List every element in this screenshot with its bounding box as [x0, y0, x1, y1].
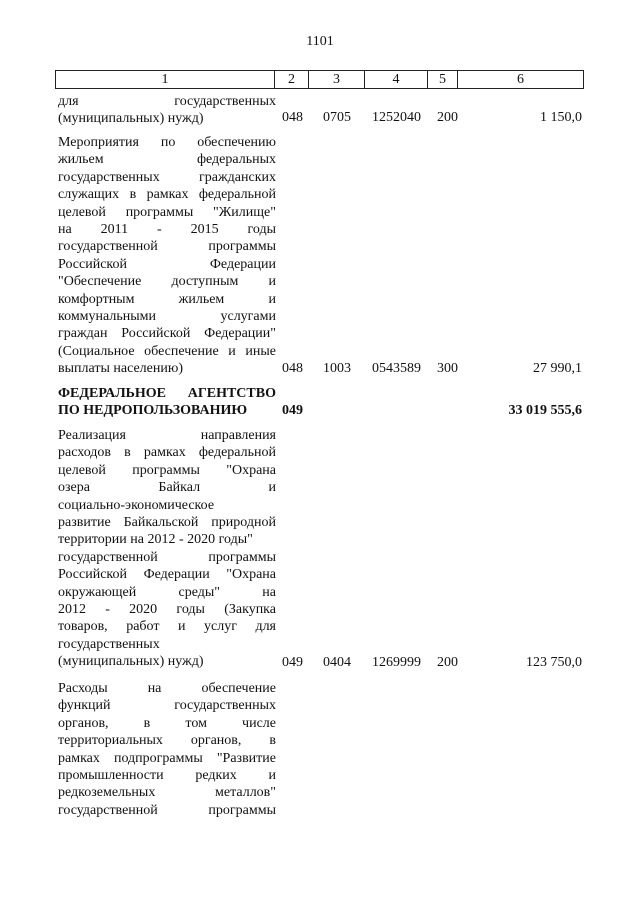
description-line: государственной программы	[58, 802, 276, 818]
description-line: территориальных органов, в	[58, 733, 276, 749]
description-line: развитие Байкальской природной	[58, 515, 276, 531]
row-target-code: 1269999	[372, 655, 421, 670]
description-line: целевой программы "Жилище"	[58, 204, 276, 220]
description-line: промышленности редких и	[58, 768, 276, 784]
description-line: (муниципальных) нужд)	[58, 111, 204, 127]
description-line: редкоземельных металлов"	[58, 785, 276, 801]
column-header-6: 6	[458, 71, 584, 89]
description-line: социально-экономическое	[58, 497, 215, 513]
row-section-code: 0705	[323, 110, 351, 125]
description-line: Российской Федерации	[58, 256, 276, 272]
row-section-code: 0404	[323, 655, 351, 670]
row-ministry-code: 048	[282, 110, 303, 125]
description-line: товаров, работ и услуг для	[58, 619, 276, 635]
column-header-3: 3	[309, 71, 365, 89]
column-header-5: 5	[428, 71, 458, 89]
description-line: (муниципальных) нужд)	[58, 654, 204, 670]
description-line: Мероприятия по обеспечению	[58, 135, 276, 150]
description-line: комфортным жильем и	[58, 291, 276, 307]
description-line: Реализация направления	[58, 428, 276, 443]
row-description	[58, 93, 276, 128]
description-line: служащих в рамках федеральной	[58, 187, 276, 203]
row-ministry-code: 049	[282, 403, 303, 418]
description-line: функций государственных	[58, 698, 276, 714]
description-line: жильем федеральных	[58, 152, 276, 168]
description-line: государственных гражданских	[58, 169, 276, 185]
description-line: на 2011 - 2015 годы	[58, 222, 276, 238]
description-line: ФЕДЕРАЛЬНОЕ АГЕНТСТВО	[58, 386, 276, 401]
column-header-4: 4	[365, 71, 428, 89]
row-ministry-code: 048	[282, 361, 303, 376]
row-expense-type: 200	[437, 655, 458, 670]
row-amount: 123 750,0	[526, 655, 582, 670]
agency-total-amount: 33 019 555,6	[508, 403, 582, 418]
description-line: выплаты населению)	[58, 361, 183, 377]
agency-heading	[58, 385, 276, 420]
row-expense-type: 200	[437, 110, 458, 125]
description-line: государственной программы	[58, 549, 276, 565]
row-target-code: 1252040	[372, 110, 421, 125]
row-section-code: 1003	[323, 361, 351, 376]
description-line: Расходы на обеспечение	[58, 681, 276, 696]
column-header-row	[55, 70, 584, 89]
description-line: озера Байкал и	[58, 480, 276, 496]
description-line: окружающей среды" на	[58, 584, 276, 600]
page-number: 1101	[306, 34, 334, 49]
description-line: расходов в рамках федеральной	[58, 445, 276, 461]
column-header-1: 1	[56, 71, 275, 89]
description-line: территории на 2012 - 2020 годы"	[58, 532, 253, 548]
description-line: коммунальными услугами	[58, 309, 276, 325]
description-line: для государственных	[58, 94, 276, 109]
description-line: целевой программы "Охрана	[58, 462, 276, 478]
description-line: "Обеспечение доступным и	[58, 274, 276, 290]
description-line: Российской Федерации "Охрана	[58, 567, 276, 583]
row-description	[58, 427, 276, 671]
row-description	[58, 134, 276, 378]
description-line: государственных	[58, 636, 160, 652]
description-line: 2012 - 2020 годы (Закупка	[58, 602, 276, 618]
description-line: граждан Российской Федерации"	[58, 326, 276, 342]
description-line: (Социальное обеспечение и иные	[58, 343, 276, 359]
row-expense-type: 300	[437, 361, 458, 376]
description-line: государственной программы	[58, 239, 276, 255]
row-target-code: 0543589	[372, 361, 421, 376]
description-line: рамках подпрограммы "Развитие	[58, 750, 276, 766]
row-amount: 27 990,1	[533, 361, 582, 376]
row-description	[58, 680, 276, 819]
row-amount: 1 150,0	[540, 110, 582, 125]
row-ministry-code: 049	[282, 655, 303, 670]
description-line: органов, в том числе	[58, 715, 276, 731]
column-header-2: 2	[275, 71, 309, 89]
description-line: ПО НЕДРОПОЛЬЗОВАНИЮ	[58, 403, 248, 419]
